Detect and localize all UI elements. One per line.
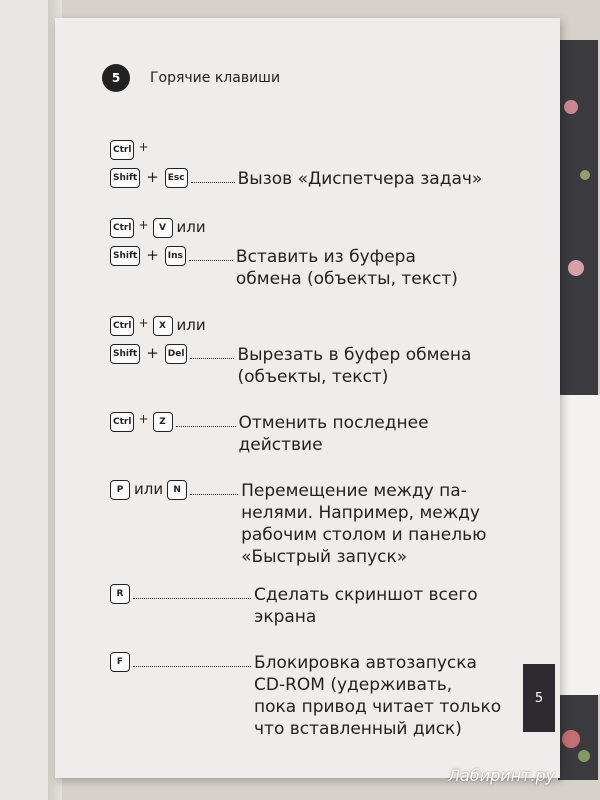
ctrl-key-icon: Ctrl	[110, 140, 134, 160]
plus-sign: +	[138, 316, 149, 330]
shortcut-entry	[110, 584, 478, 628]
leader-dots	[176, 412, 236, 427]
shift-key-icon: Shift	[110, 344, 140, 364]
shortcut-entry	[110, 480, 486, 568]
leader-dots	[133, 584, 251, 599]
plus-sign: +	[138, 140, 149, 154]
shortcut-description: Блокировка автозапуска CD-ROM (удерживать, пока привод читает только что вставленный диск)	[254, 653, 502, 739]
ctrl-key-icon: Ctrl	[110, 218, 134, 238]
shortcut-keys-line	[110, 316, 206, 336]
leader-dots	[133, 652, 251, 667]
f-key-icon: F	[110, 652, 130, 672]
r-key-icon: R	[110, 584, 130, 604]
chapter-title: Горячие клавиши	[150, 70, 281, 86]
shortcut-entry	[110, 168, 482, 190]
page-header	[102, 64, 280, 92]
ctrl-key-icon: Ctrl	[110, 412, 134, 432]
shortcut-description: Сделать скриншот всего экрана	[254, 585, 478, 627]
shortcut-description: Отменить последнее действие	[238, 413, 429, 455]
z-key-icon: Z	[153, 412, 173, 432]
plus-sign: +	[146, 344, 159, 362]
chapter-tab: 5	[523, 664, 555, 732]
x-key-icon: X	[153, 316, 173, 336]
plus-sign: +	[138, 412, 149, 426]
shortcut-entry	[110, 412, 429, 456]
or-word: или	[176, 218, 206, 236]
shift-key-icon: Shift	[110, 246, 140, 266]
leader-dots	[190, 480, 238, 495]
or-word: или	[134, 480, 164, 498]
shortcut-description: Вырезать в буфер обмена (объекты, текст)	[237, 345, 472, 387]
shortcut-entry	[110, 344, 471, 388]
watermark: Лабиринт.ру	[448, 766, 556, 785]
n-key-icon: N	[167, 480, 187, 500]
plus-sign: +	[146, 168, 159, 186]
leader-dots	[190, 344, 234, 359]
ins-key-icon: Ins	[165, 246, 186, 266]
leader-dots	[191, 168, 235, 183]
chapter-number-badge: 5	[102, 64, 130, 92]
or-word: или	[176, 316, 206, 334]
leader-dots	[189, 246, 233, 261]
p-key-icon: P	[110, 480, 130, 500]
shortcut-keys-line	[110, 218, 206, 238]
shortcut-entry	[110, 652, 501, 740]
shortcut-description: Вставить из буфера обмена (объекты, текст)	[235, 247, 458, 289]
ctrl-key-icon: Ctrl	[110, 316, 134, 336]
shortcut-entry	[110, 246, 458, 290]
plus-sign: +	[138, 218, 149, 232]
v-key-icon: V	[153, 218, 173, 238]
shift-key-icon: Shift	[110, 168, 140, 188]
shortcut-keys-line	[110, 140, 153, 160]
shortcut-description: Вызов «Диспетчера задач»	[237, 169, 483, 189]
esc-key-icon: Esc	[165, 168, 188, 188]
plus-sign: +	[146, 246, 159, 264]
shortcut-description: Перемещение между па- нелями. Например, между рабочим столом и панелью «Быстрый запуск»	[241, 481, 487, 567]
del-key-icon: Del	[165, 344, 188, 364]
